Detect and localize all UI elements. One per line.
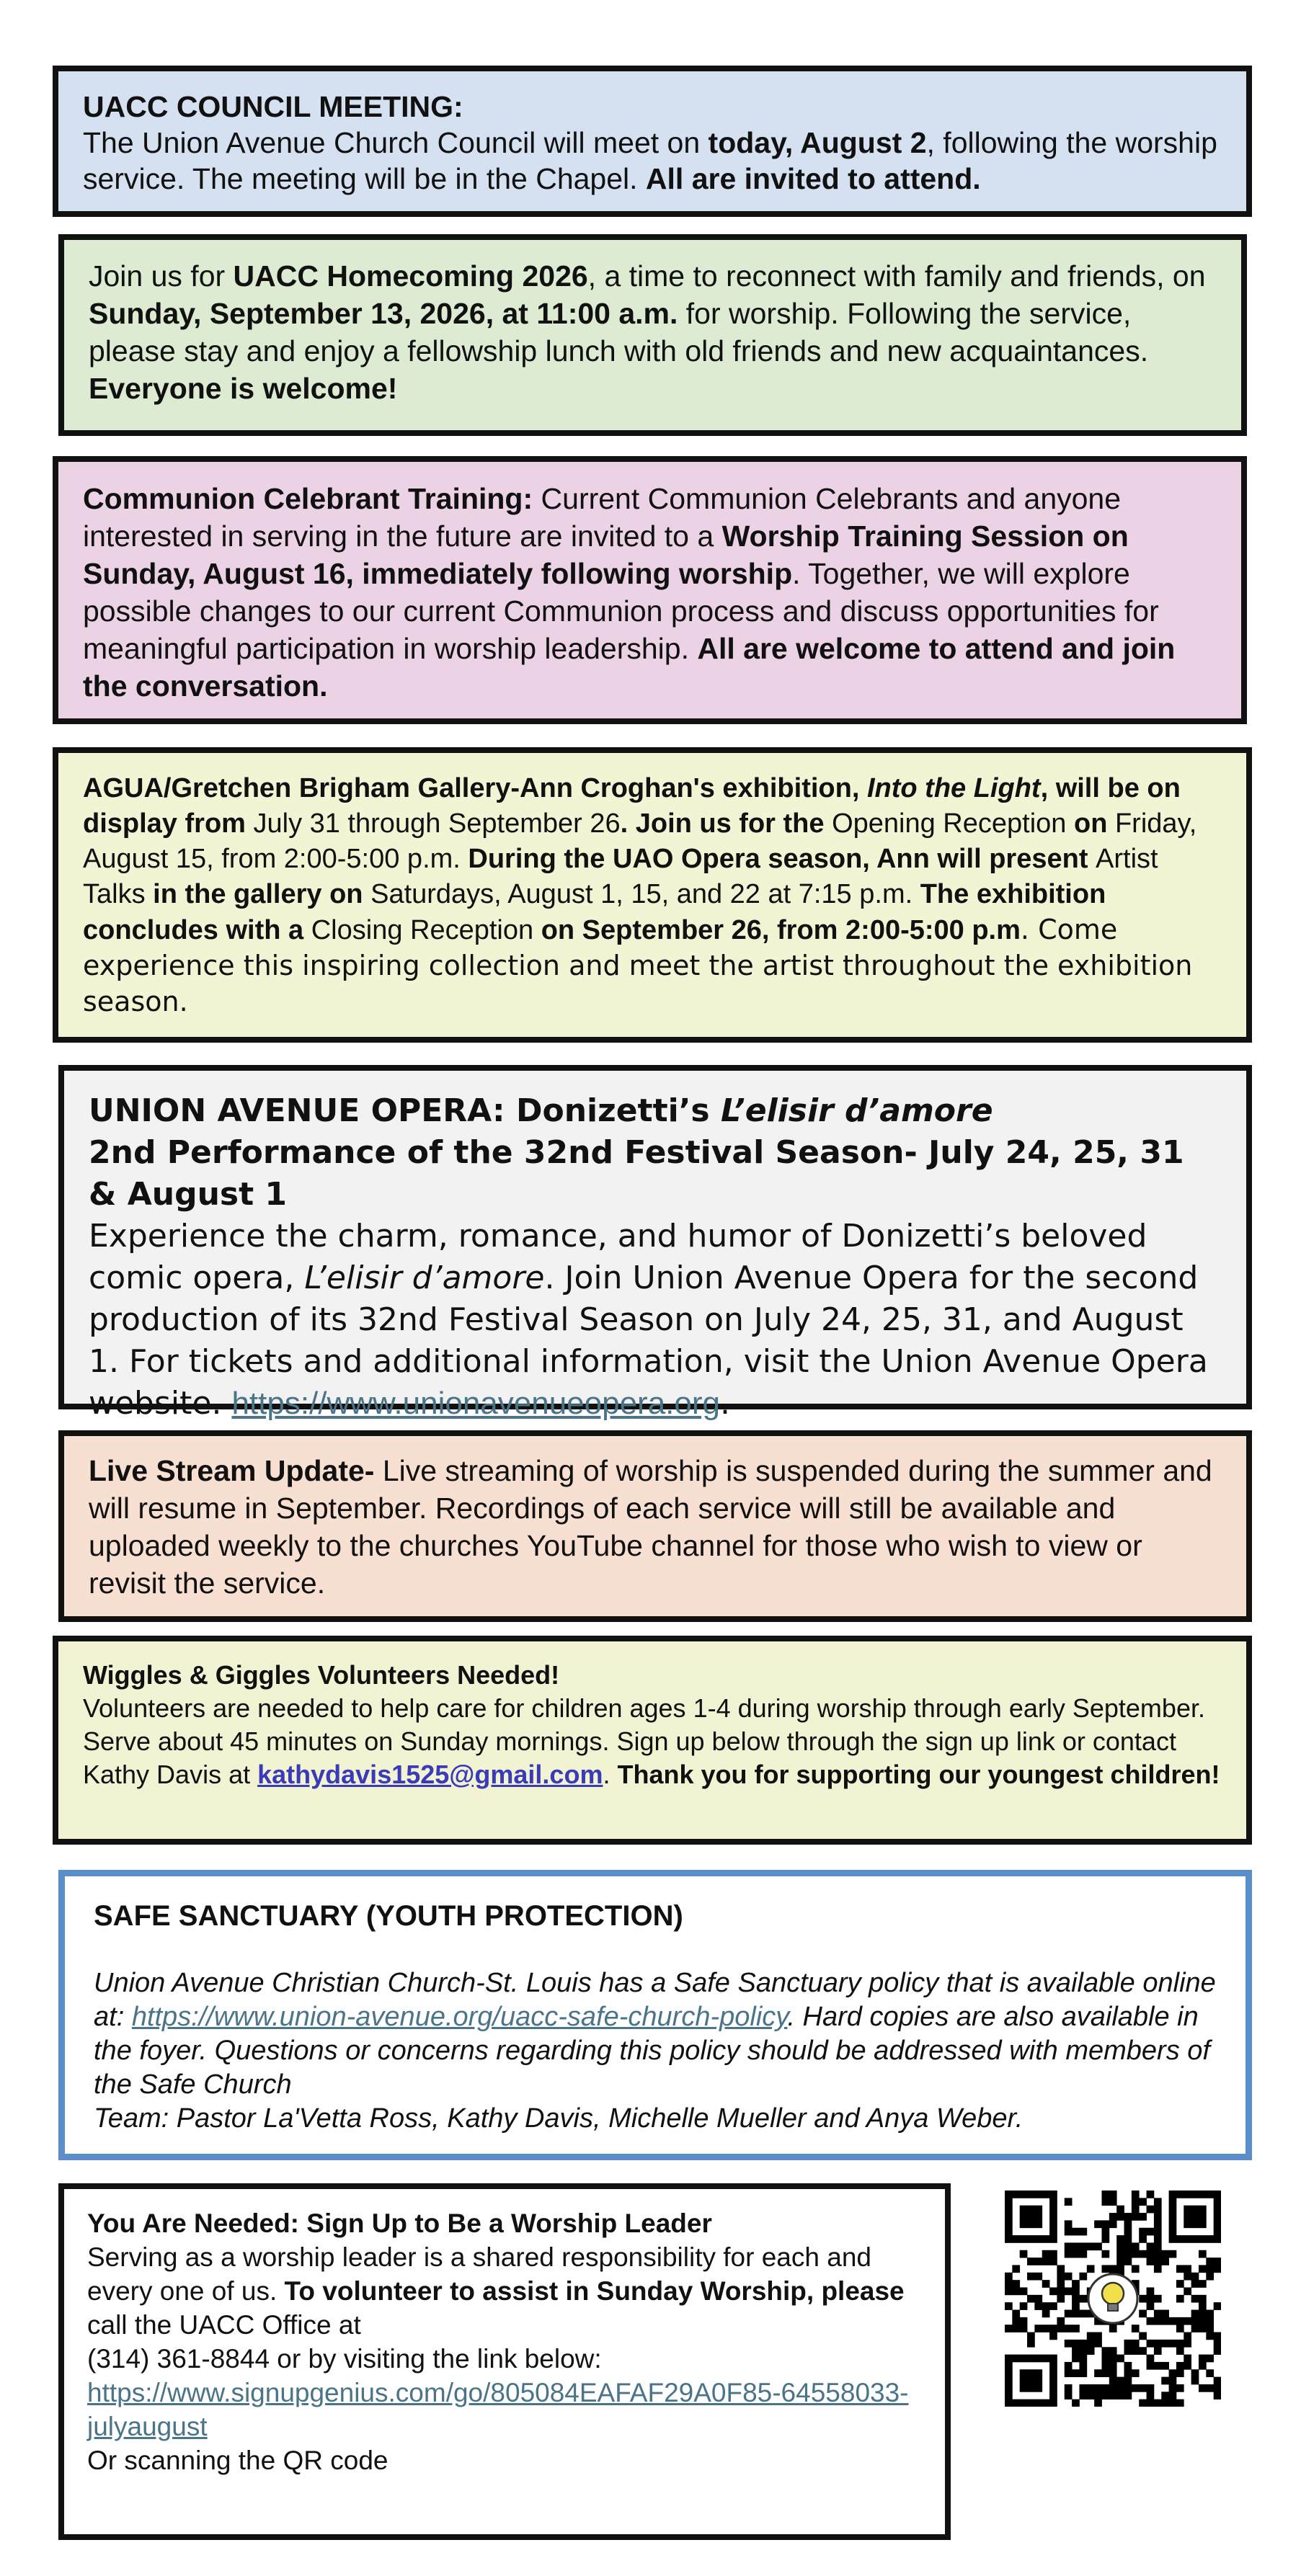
gallery-b8: on September 26, from 2:00-5:00 p.m xyxy=(541,915,1021,945)
opera-title-italic: L’elisir d’amore xyxy=(304,1260,545,1296)
homecoming-text-2: , a time to reconnect with family and friends, on xyxy=(587,259,1206,293)
gallery-b7: The exhibition concludes with a xyxy=(83,879,1106,945)
gallery-t5: Saturdays, August 1, 15, and 22 at 7:15 p.m. xyxy=(370,879,920,909)
signup-genius-link[interactable]: https://www.signupgenius.com/go/805084EAFAF29A0F85-64558033-julyaugust xyxy=(87,2378,909,2441)
safe-church-policy-link[interactable]: https://www.union-avenue.org/uacc-safe-church-policy xyxy=(131,2002,788,2032)
homecoming-title: UACC Homecoming 2026 xyxy=(233,259,588,293)
homecoming-text-3: for worship. Following the service, please stay and enjoy a fellowship lunch with old friends and new acquaintances. xyxy=(89,297,1149,367)
opera-heading-title: L’elisir d’amore xyxy=(720,1092,993,1129)
wiggles-text-2: . xyxy=(603,1760,618,1789)
gallery-b4: on xyxy=(1073,808,1115,839)
worship-leader-text-1: Serving as a worship leader is a shared responsibility for each and every one of us. xyxy=(87,2242,871,2306)
opera-text-1: Experience the charm, romance, and humor of Donizetti’s beloved comic opera, xyxy=(89,1218,1147,1296)
worship-leader-notice xyxy=(58,2183,951,2540)
gallery-b1: AGUA/Gretchen Brigham Gallery-Ann Croghan's exhibition, xyxy=(83,773,867,803)
worship-leader-text-2: call the UACC Office at xyxy=(87,2310,361,2340)
safe-sanctuary-notice xyxy=(58,1870,1252,2160)
wiggles-heading: Wiggles & Giggles Volunteers Needed! xyxy=(83,1660,560,1690)
homecoming-date: Sunday, September 13, 2026, at 11:00 a.m. xyxy=(89,297,678,330)
gallery-b2: , will be on display from xyxy=(83,773,1181,839)
council-date: today, August 2 xyxy=(708,126,927,159)
gallery-exhibition-notice xyxy=(53,747,1252,1043)
livestream-notice xyxy=(58,1430,1252,1622)
lightbulb-icon xyxy=(1088,2274,1137,2323)
gallery-t1: July 31 through September 26 xyxy=(253,808,621,839)
communion-heading: Communion Celebrant Training: xyxy=(83,482,533,515)
homecoming-notice xyxy=(58,234,1247,436)
gallery-t2: Opening Reception xyxy=(832,808,1074,839)
livestream-text: Live streaming of worship is suspended during the summer and will resume in September. Recordings of each service will still be available and uploaded weekly to the churches YouTube channel for those who wish to view or revisit the service. xyxy=(89,1454,1212,1600)
wiggles-text-1: Volunteers are needed to help care for children ages 1-4 during worship through early September. Serve about 45 minutes on Sunday mornings. Sign up below through the sign up link or contact Kathy Davis at xyxy=(83,1693,1205,1789)
council-text-2: , following the worship service. The meeting will be in the Chapel. xyxy=(83,126,1217,195)
communion-text-2: . Together, we will explore possible changes to our current Communion process and discuss opportunities for meaningful participation in worship leadership. xyxy=(83,557,1159,665)
worship-leader-heading: You Are Needed: Sign Up to Be a Worship Leader xyxy=(87,2209,712,2238)
worship-leader-qr-text: Or scanning the QR code xyxy=(87,2446,388,2475)
council-invite: All are invited to attend. xyxy=(645,162,981,195)
worship-leader-volunteer: To volunteer to assist in Sunday Worship, please xyxy=(284,2276,905,2306)
council-heading: UACC COUNCIL MEETING: xyxy=(83,90,463,123)
council-meeting-notice xyxy=(53,66,1252,217)
homecoming-text-1: Join us for xyxy=(89,259,234,293)
sanctuary-team: Team: Pastor La'Vetta Ross, Kathy Davis, Michelle Mueller and Anya Weber. xyxy=(94,2103,1024,2134)
communion-training-notice xyxy=(53,456,1247,724)
gallery-t6: Closing Reception xyxy=(311,915,541,945)
opera-heading: UNION AVENUE OPERA: Donizetti’s xyxy=(89,1092,721,1129)
opera-website-link[interactable]: https://www.unionavenueopera.org xyxy=(231,1386,720,1421)
sanctuary-text-2: . Hard copies are also available in the foyer. Questions or concerns regarding this policy should be addressed with members of the Safe Church xyxy=(94,2002,1210,2100)
wiggles-thanks: Thank you for supporting our youngest children! xyxy=(617,1760,1220,1789)
gallery-t3: Friday, August 15, from 2:00-5:00 p.m. xyxy=(83,808,1197,874)
sanctuary-text-1: Union Avenue Christian Church-St. Louis has a Safe Sanctuary policy that is available online at: xyxy=(94,1968,1216,2032)
gallery-exhibition-title: Into the Light xyxy=(866,773,1041,803)
kathy-davis-email-link[interactable]: kathydavis1525@gmail.com xyxy=(257,1760,603,1789)
uacc-office-phone: (314) 361-8844 or by visiting the link below: xyxy=(87,2344,602,2374)
livestream-heading: Live Stream Update- xyxy=(89,1454,375,1487)
gallery-b3: . Join us for the xyxy=(620,808,832,839)
wiggles-giggles-notice xyxy=(53,1636,1252,1845)
communion-text-1: Current Communion Celebrants and anyone interested in serving in the future are invited to a xyxy=(83,482,1122,553)
gallery-t7: . Come experience this inspiring collection and meet the artist throughout the exhibition season. xyxy=(83,914,1193,1017)
gallery-b6: in the gallery on xyxy=(153,879,371,909)
sanctuary-heading: SAFE SANCTUARY (YOUTH PROTECTION) xyxy=(94,1900,683,1932)
council-text-1: The Union Avenue Church Council will meet on xyxy=(83,126,709,159)
gallery-t4: Artist Talks xyxy=(83,844,1158,909)
communion-session: Worship Training Session on Sunday, August 16, immediately following worship xyxy=(83,520,1129,590)
homecoming-welcome: Everyone is welcome! xyxy=(89,372,398,405)
opera-text-2: . Join Union Avenue Opera for the second production of its 32nd Festival Season on July 24, 25, 31, and August 1. For tickets and additional information, visit the Union Avenue Opera website. xyxy=(89,1260,1208,1422)
gallery-b5: During the UAO Opera season, Ann will present xyxy=(468,844,1096,874)
opera-notice xyxy=(58,1065,1252,1422)
communion-welcome: All are welcome to attend and join the conversation. xyxy=(83,632,1176,703)
signup-qr-code[interactable] xyxy=(1005,2191,1221,2407)
opera-subheading: 2nd Performance of the 32nd Festival Season- July 24, 25, 31 & August 1 xyxy=(89,1134,1184,1213)
opera-text-3: . xyxy=(720,1385,730,1422)
